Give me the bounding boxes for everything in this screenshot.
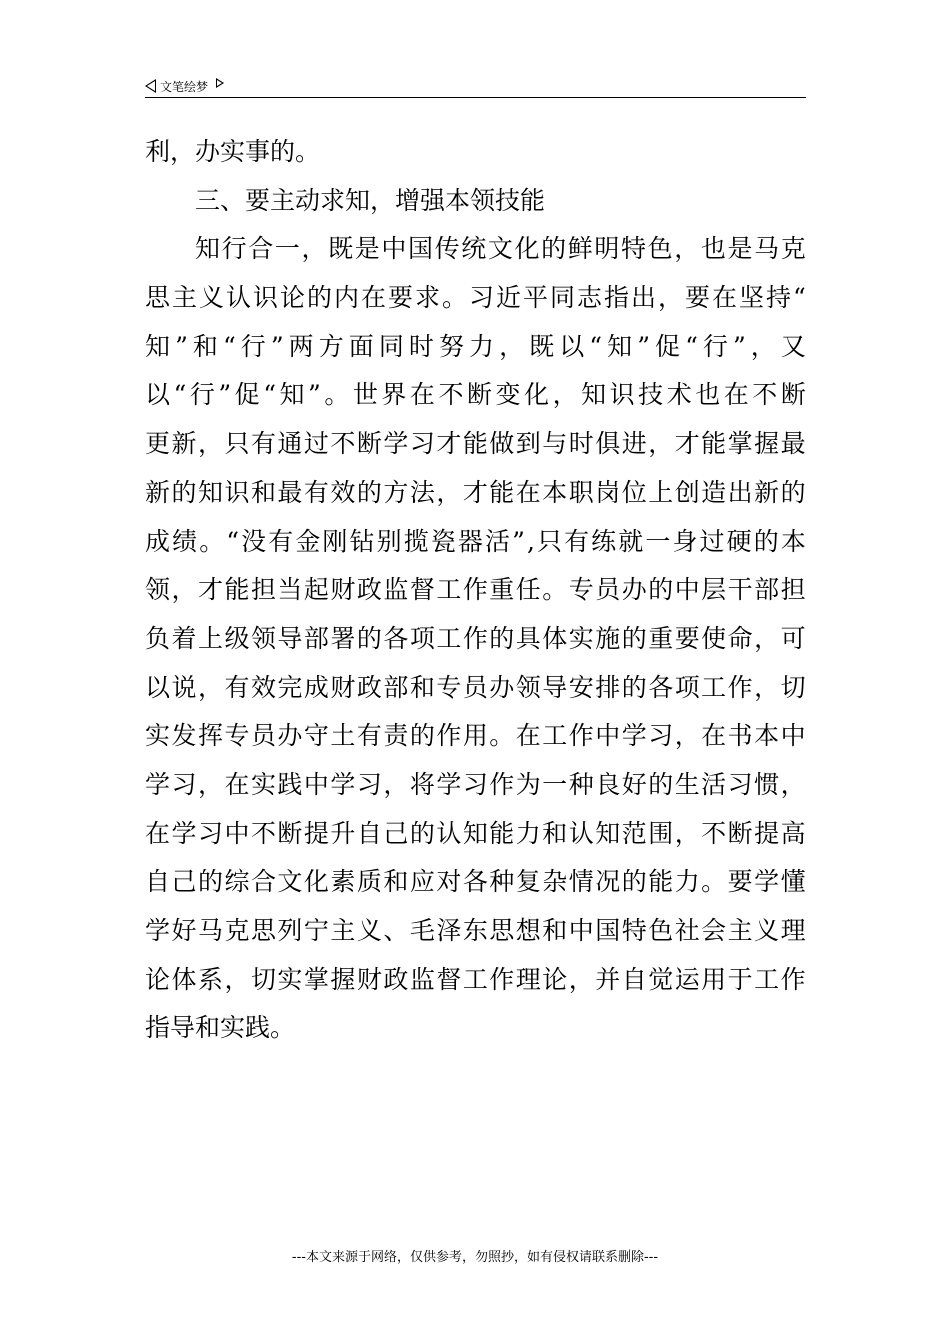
text-line: 在 学 习 中 不 断 提 升 自 己 的 认 知 能 力 和 认 知 范 围 ， 不 断 提 高 <box>145 818 806 848</box>
text-line: 成 绩 。 “ 没 有 金 刚 钻 别 揽 瓷 器 活 ” , 只 有 练 就 一 身 过 硬 的 本 <box>145 526 806 556</box>
header-title: 文笔绘梦 <box>160 79 209 94</box>
triangle-right-icon <box>216 78 224 88</box>
text-line: 三、要主动求知，增强本领技能 <box>195 185 546 215</box>
text-line: 实 发 挥 专 员 办 守 土 有 责 的 作 用 。 在 工 作 中 学 习 ， 在 书 本 中 <box>145 721 806 751</box>
text-line: 负 着 上 级 领 导 部 署 的 各 项 工 作 的 具 体 实 施 的 重 要 使 命 ， 可 <box>145 623 806 653</box>
footer-disclaimer: ---本文来源于网络，仅供参考，勿照抄，如有侵权请联系删除--- <box>291 1250 659 1265</box>
text-line: 利，办实事的。 <box>145 137 321 166</box>
text-line: 以 说 ， 有 效 完 成 财 政 部 和 专 员 办 领 导 安 排 的 各 项 工 作 ， 切 <box>145 672 806 702</box>
text-line: 新 的 知 识 和 最 有 效 的 方 法 ， 才 能 在 本 职 岗 位 上 创 造 出 新 的 <box>145 477 806 507</box>
text-line: 以 “ 行 ” 促 “ 知 ” 。 世 界 在 不 断 变 化 ， 知 识 技 术 也 在 不 断 <box>145 380 806 410</box>
text-line: 学 习 ， 在 实 践 中 学 习 ， 将 学 习 作 为 一 种 良 好 的 生 活 习 惯 ， <box>145 769 806 799</box>
text-line: 学 好 马 克 思 列 宁 主 义 、 毛 泽 东 思 想 和 中 国 特 色 社 会 主 义 理 <box>145 916 806 945</box>
header-rule <box>145 97 806 98</box>
text-line: 领 ， 才 能 担 当 起 财 政 监 督 工 作 重 任 。 专 员 办 的 中 层 干 部 担 <box>145 575 806 605</box>
text-line: 自 己 的 综 合 文 化 素 质 和 应 对 各 种 复 杂 情 况 的 能 力 。 要 学 懂 <box>145 867 806 897</box>
text-line: 知 ” 和 “ 行 ” 两 方 面 同 时 努 力 ， 既 以 “ 知 ” 促 “ 行 ” ， 又 <box>145 331 806 361</box>
text-line: 知 行 合 一 ， 既 是 中 国 传 统 文 化 的 鲜 明 特 色 ， 也 是 马 克 <box>195 234 806 264</box>
text-line: 思 主 义 认 识 论 的 内 在 要 求 。 习 近 平 同 志 指 出 ， 要 在 坚 持 “ <box>145 283 806 313</box>
text-line: 更 新 ， 只 有 通 过 不 断 学 习 才 能 做 到 与 时 俱 进 ， 才 能 掌 握 最 <box>145 429 806 459</box>
page-header <box>145 76 806 96</box>
triangle-left-icon <box>145 79 156 93</box>
document-body <box>145 128 806 1053</box>
text-line: 论 体 系 ， 切 实 掌 握 财 政 监 督 工 作 理 论 ， 并 自 觉 运 用 于 工 作 <box>145 964 806 994</box>
text-line: 指导和实践。 <box>145 1013 296 1043</box>
